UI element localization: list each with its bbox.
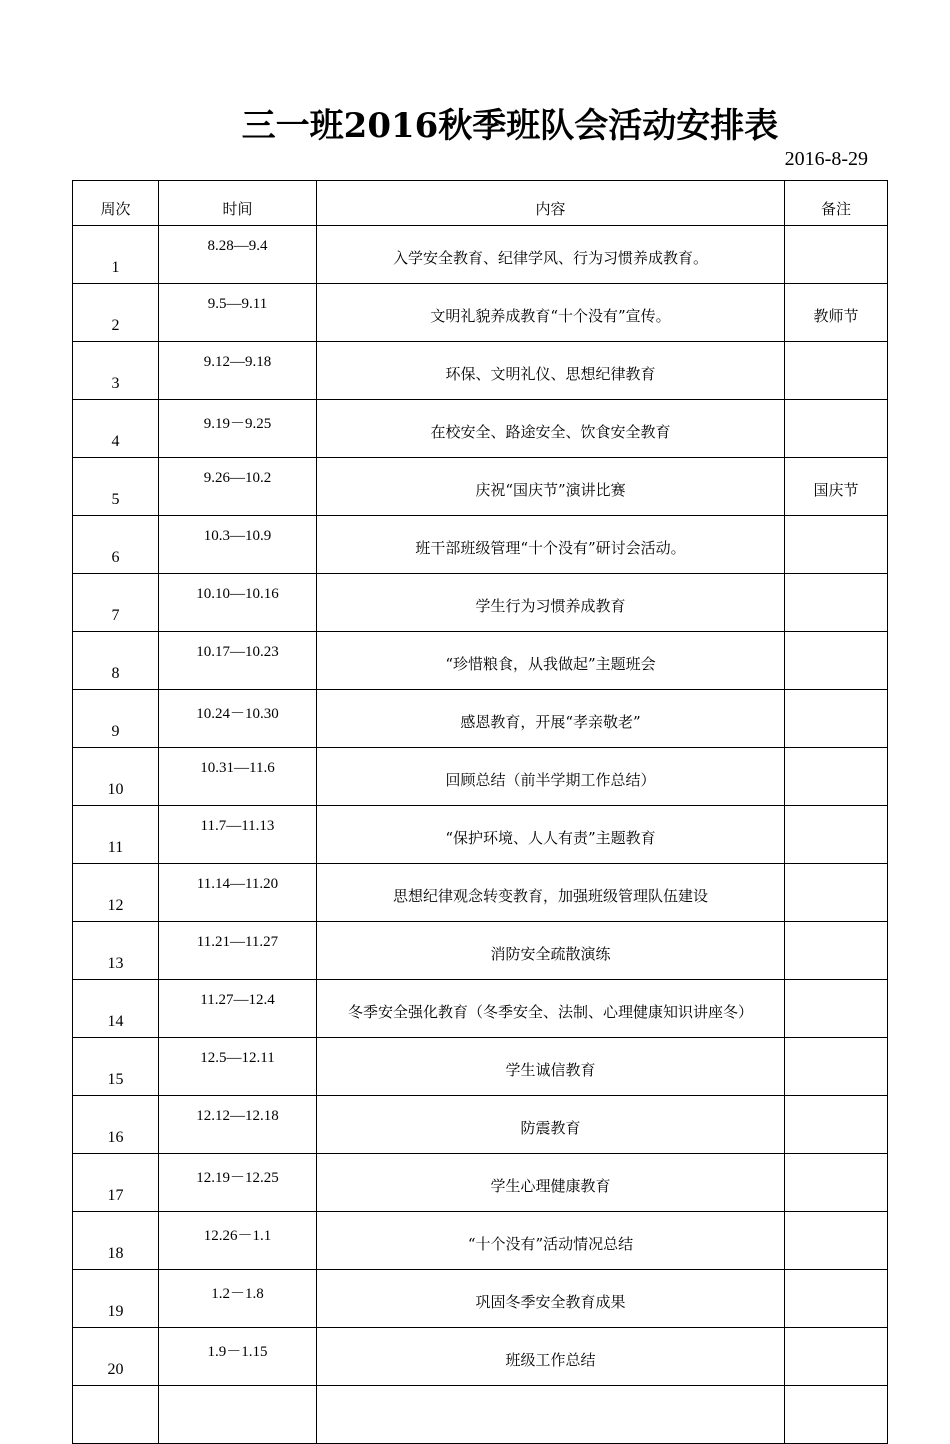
week-cell: 19 [73,1270,159,1328]
content-cell: 学生心理健康教育 [317,1154,785,1212]
note-cell [785,226,888,284]
time-cell [159,1386,317,1444]
note-cell [785,1212,888,1270]
note-cell [785,980,888,1038]
week-cell: 1 [73,226,159,284]
content-cell: 防震教育 [317,1096,785,1154]
note-cell [785,1096,888,1154]
note-cell [785,574,888,632]
note-cell [785,748,888,806]
content-cell: “保护环境、人人有责”主题教育 [317,806,785,864]
time-cell: 10.31—11.6 [159,748,317,806]
content-cell: 巩固冬季安全教育成果 [317,1270,785,1328]
note-cell: 国庆节 [785,458,888,516]
content-cell: 思想纪律观念转变教育，加强班级管理队伍建设 [317,864,785,922]
table-row [73,574,888,632]
table-row [73,632,888,690]
table-row [73,1386,888,1444]
week-cell: 12 [73,864,159,922]
week-cell [73,1386,159,1444]
time-cell: 11.7—11.13 [159,806,317,864]
table-row [73,400,888,458]
time-cell: 12.19－12.25 [159,1154,317,1212]
content-cell: 文明礼貌养成教育“十个没有”宣传。 [317,284,785,342]
table-row [73,1328,888,1386]
note-cell [785,1328,888,1386]
content-cell: 庆祝“国庆节”演讲比赛 [317,458,785,516]
time-cell: 9.12—9.18 [159,342,317,400]
note-cell [785,1038,888,1096]
time-cell: 9.5—9.11 [159,284,317,342]
note-cell [785,690,888,748]
table-header-row [73,181,888,226]
week-cell: 4 [73,400,159,458]
note-cell [785,632,888,690]
content-cell: 环保、文明礼仪、思想纪律教育 [317,342,785,400]
content-cell: “珍惜粮食，从我做起”主题班会 [317,632,785,690]
document-date: 2016-8-29 [784,148,868,170]
content-cell: 感恩教育，开展“孝亲敬老” [317,690,785,748]
week-cell: 20 [73,1328,159,1386]
week-cell: 7 [73,574,159,632]
time-cell: 10.10—10.16 [159,574,317,632]
content-cell: 入学安全教育、纪律学风、行为习惯养成教育。 [317,226,785,284]
schedule-table [72,180,888,1444]
time-cell: 8.28—9.4 [159,226,317,284]
week-cell: 16 [73,1096,159,1154]
time-cell: 12.12—12.18 [159,1096,317,1154]
document-title: 三一班2016秋季班队会活动安排表 [241,106,779,146]
table-row [73,1038,888,1096]
note-cell: 教师节 [785,284,888,342]
content-cell: 学生行为习惯养成教育 [317,574,785,632]
content-cell: 回顾总结（前半学期工作总结） [317,748,785,806]
week-cell: 8 [73,632,159,690]
content-cell: 学生诚信教育 [317,1038,785,1096]
week-cell: 9 [73,690,159,748]
time-cell: 10.17—10.23 [159,632,317,690]
content-cell: 在校安全、路途安全、饮食安全教育 [317,400,785,458]
table-row [73,284,888,342]
table-row [73,1212,888,1270]
week-cell: 3 [73,342,159,400]
week-cell: 15 [73,1038,159,1096]
note-cell [785,864,888,922]
note-cell [785,922,888,980]
time-cell: 11.27—12.4 [159,980,317,1038]
content-cell: 班干部班级管理“十个没有”研讨会活动。 [317,516,785,574]
table-row [73,342,888,400]
content-cell: “十个没有”活动情况总结 [317,1212,785,1270]
table-row [73,1096,888,1154]
table-row [73,516,888,574]
note-cell [785,806,888,864]
note-cell [785,400,888,458]
note-cell [785,1154,888,1212]
header-content: 内容 [317,181,785,226]
week-cell: 2 [73,284,159,342]
table-row [73,748,888,806]
content-cell: 消防安全疏散演练 [317,922,785,980]
week-cell: 14 [73,980,159,1038]
content-cell [317,1386,785,1444]
table-row [73,864,888,922]
week-cell: 6 [73,516,159,574]
table-row [73,226,888,284]
week-cell: 11 [73,806,159,864]
table-row [73,922,888,980]
header-week: 周次 [73,181,159,226]
time-cell: 1.9－1.15 [159,1328,317,1386]
time-cell: 12.5—12.11 [159,1038,317,1096]
week-cell: 5 [73,458,159,516]
week-cell: 18 [73,1212,159,1270]
week-cell: 10 [73,748,159,806]
time-cell: 11.14—11.20 [159,864,317,922]
table-row [73,1154,888,1212]
header-note: 备注 [785,181,888,226]
time-cell: 10.3—10.9 [159,516,317,574]
table-row [73,690,888,748]
content-cell: 冬季安全强化教育（冬季安全、法制、心理健康知识讲座冬） [317,980,785,1038]
table-row [73,1270,888,1328]
note-cell [785,1386,888,1444]
time-cell: 1.2－1.8 [159,1270,317,1328]
header-time: 时间 [159,181,317,226]
table-row [73,458,888,516]
table-row [73,806,888,864]
week-cell: 13 [73,922,159,980]
time-cell: 10.24－10.30 [159,690,317,748]
time-cell: 11.21—11.27 [159,922,317,980]
content-cell: 班级工作总结 [317,1328,785,1386]
time-cell: 9.19－9.25 [159,400,317,458]
note-cell [785,342,888,400]
note-cell [785,516,888,574]
time-cell: 12.26－1.1 [159,1212,317,1270]
time-cell: 9.26—10.2 [159,458,317,516]
schedule-body [73,226,888,1444]
table-row [73,980,888,1038]
note-cell [785,1270,888,1328]
week-cell: 17 [73,1154,159,1212]
